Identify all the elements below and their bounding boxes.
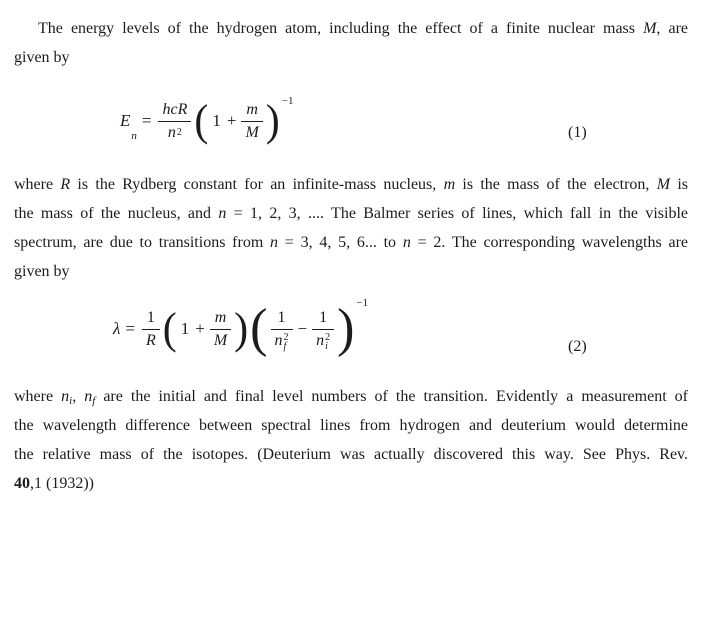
fraction-denominator: n 2 bbox=[167, 123, 182, 141]
eq1-main-fraction bbox=[158, 100, 191, 143]
variable-n: n bbox=[270, 234, 279, 251]
text-line bbox=[14, 469, 688, 498]
subscript-f: f bbox=[283, 340, 287, 352]
equation-2-label: (2) bbox=[568, 338, 587, 355]
text-run: ,1 (1932)) bbox=[30, 475, 94, 492]
eq2-rydberg-fraction bbox=[142, 308, 160, 351]
text-line bbox=[14, 199, 688, 228]
text-run: is the Rydberg constant for an infinite-mass nucleus, bbox=[70, 176, 444, 193]
fraction-numerator: m bbox=[210, 308, 231, 330]
equals-sign: = bbox=[125, 319, 135, 338]
text-line bbox=[14, 411, 688, 440]
variable-m: m bbox=[443, 176, 456, 193]
eq2-mass-ratio-fraction bbox=[210, 308, 231, 351]
sub-sup-stack bbox=[284, 333, 289, 351]
variable-n: n bbox=[274, 331, 283, 349]
eq1-lhs-subscript: n bbox=[131, 130, 137, 142]
text-run: The energy levels of the hydrogen atom, including the effect of a finite nuclear mass bbox=[38, 20, 644, 37]
paragraph-footer bbox=[14, 382, 688, 498]
text-run: = 1, 2, 3, .... The Balmer series of lines, which fall in the visible bbox=[226, 205, 688, 222]
outer-exponent: −1 bbox=[281, 95, 294, 107]
text-line bbox=[14, 14, 688, 43]
number-one: 1 bbox=[180, 319, 190, 338]
text-run: where bbox=[14, 388, 62, 405]
text-line bbox=[14, 170, 688, 199]
variable-n: n bbox=[167, 123, 176, 141]
eq2-lhs-lambda: λ bbox=[113, 319, 121, 338]
outer-exponent: −1 bbox=[356, 297, 369, 309]
text-run: , bbox=[72, 388, 85, 405]
text-line bbox=[14, 440, 688, 469]
text-run: , are bbox=[656, 20, 688, 37]
subscript-i: i bbox=[325, 340, 328, 352]
paragraph-middle bbox=[14, 170, 688, 286]
text-run: the wavelength difference between spectral lines from hydrogen and deuterium would determine bbox=[14, 417, 688, 434]
eq2-final-level-fraction bbox=[271, 308, 293, 351]
fraction-numerator: 1 bbox=[312, 308, 334, 330]
text-run: spectrum, are due to transitions from bbox=[14, 234, 271, 251]
sub-sup-stack bbox=[325, 333, 330, 351]
open-paren: ( bbox=[250, 298, 268, 359]
fraction-denominator: R bbox=[145, 331, 156, 349]
text-run: are the initial and final level numbers of the transition. Evidently a measurement of bbox=[95, 388, 688, 405]
minus-sign: − bbox=[297, 319, 308, 338]
variable-M: M bbox=[656, 176, 671, 193]
variable-n: n bbox=[218, 205, 227, 222]
close-paren: ) bbox=[265, 96, 280, 146]
subscript-i: i bbox=[69, 395, 73, 407]
fraction-numerator: 1 bbox=[142, 308, 160, 330]
text-run: = 3, 4, 5, 6... to bbox=[278, 234, 403, 251]
equation-1-label: (1) bbox=[568, 124, 587, 141]
fraction-denominator: M bbox=[213, 331, 228, 349]
fraction-denominator bbox=[312, 330, 334, 351]
plus-sign: + bbox=[195, 319, 205, 338]
exponent-2: 2 bbox=[325, 331, 331, 343]
close-paren: ) bbox=[337, 298, 355, 359]
variable-R: R bbox=[60, 176, 71, 193]
text-line bbox=[14, 257, 688, 286]
fraction-numerator: m bbox=[241, 100, 262, 122]
text-run: the mass of the nucleus, and bbox=[14, 205, 219, 222]
exponent-2: 2 bbox=[283, 331, 289, 343]
text-run: given by bbox=[14, 49, 70, 66]
eq2-initial-level-fraction bbox=[312, 308, 334, 351]
text-run: = 2. The corresponding wavelengths are bbox=[410, 234, 688, 251]
equation-1 bbox=[14, 92, 688, 150]
subscript-f: f bbox=[92, 395, 96, 407]
close-paren: ) bbox=[234, 304, 249, 354]
variable-M: M bbox=[643, 20, 657, 37]
open-paren: ( bbox=[162, 304, 177, 354]
citation-volume: 40 bbox=[14, 475, 30, 492]
text-run: is bbox=[670, 176, 688, 193]
variable-n: n bbox=[402, 234, 411, 251]
text-run: is the mass of the electron, bbox=[455, 176, 657, 193]
text-line bbox=[14, 43, 688, 72]
fraction-denominator: M bbox=[245, 123, 259, 141]
text-line bbox=[14, 382, 688, 411]
text-line bbox=[14, 228, 688, 257]
variable-n: n bbox=[84, 388, 93, 405]
eq1-mass-ratio-fraction bbox=[241, 100, 262, 143]
equals-sign: = bbox=[141, 111, 152, 130]
fraction-numerator: hcR bbox=[158, 100, 191, 122]
number-one: 1 bbox=[212, 111, 221, 130]
open-paren: ( bbox=[194, 96, 209, 146]
fraction-numerator: 1 bbox=[271, 308, 293, 330]
text-run: given by bbox=[14, 263, 70, 280]
variable-n: n bbox=[316, 331, 325, 349]
paragraph-intro bbox=[14, 14, 688, 72]
equation-2 bbox=[14, 294, 688, 364]
text-run: where bbox=[14, 176, 61, 193]
text-run: the relative mass of the isotopes. (Deuterium was actually discovered this way. See Phys. Rev. bbox=[14, 446, 688, 463]
fraction-denominator bbox=[271, 330, 293, 351]
variable-n: n bbox=[61, 388, 70, 405]
eq1-lhs: E bbox=[120, 111, 131, 130]
plus-sign: + bbox=[226, 111, 237, 130]
